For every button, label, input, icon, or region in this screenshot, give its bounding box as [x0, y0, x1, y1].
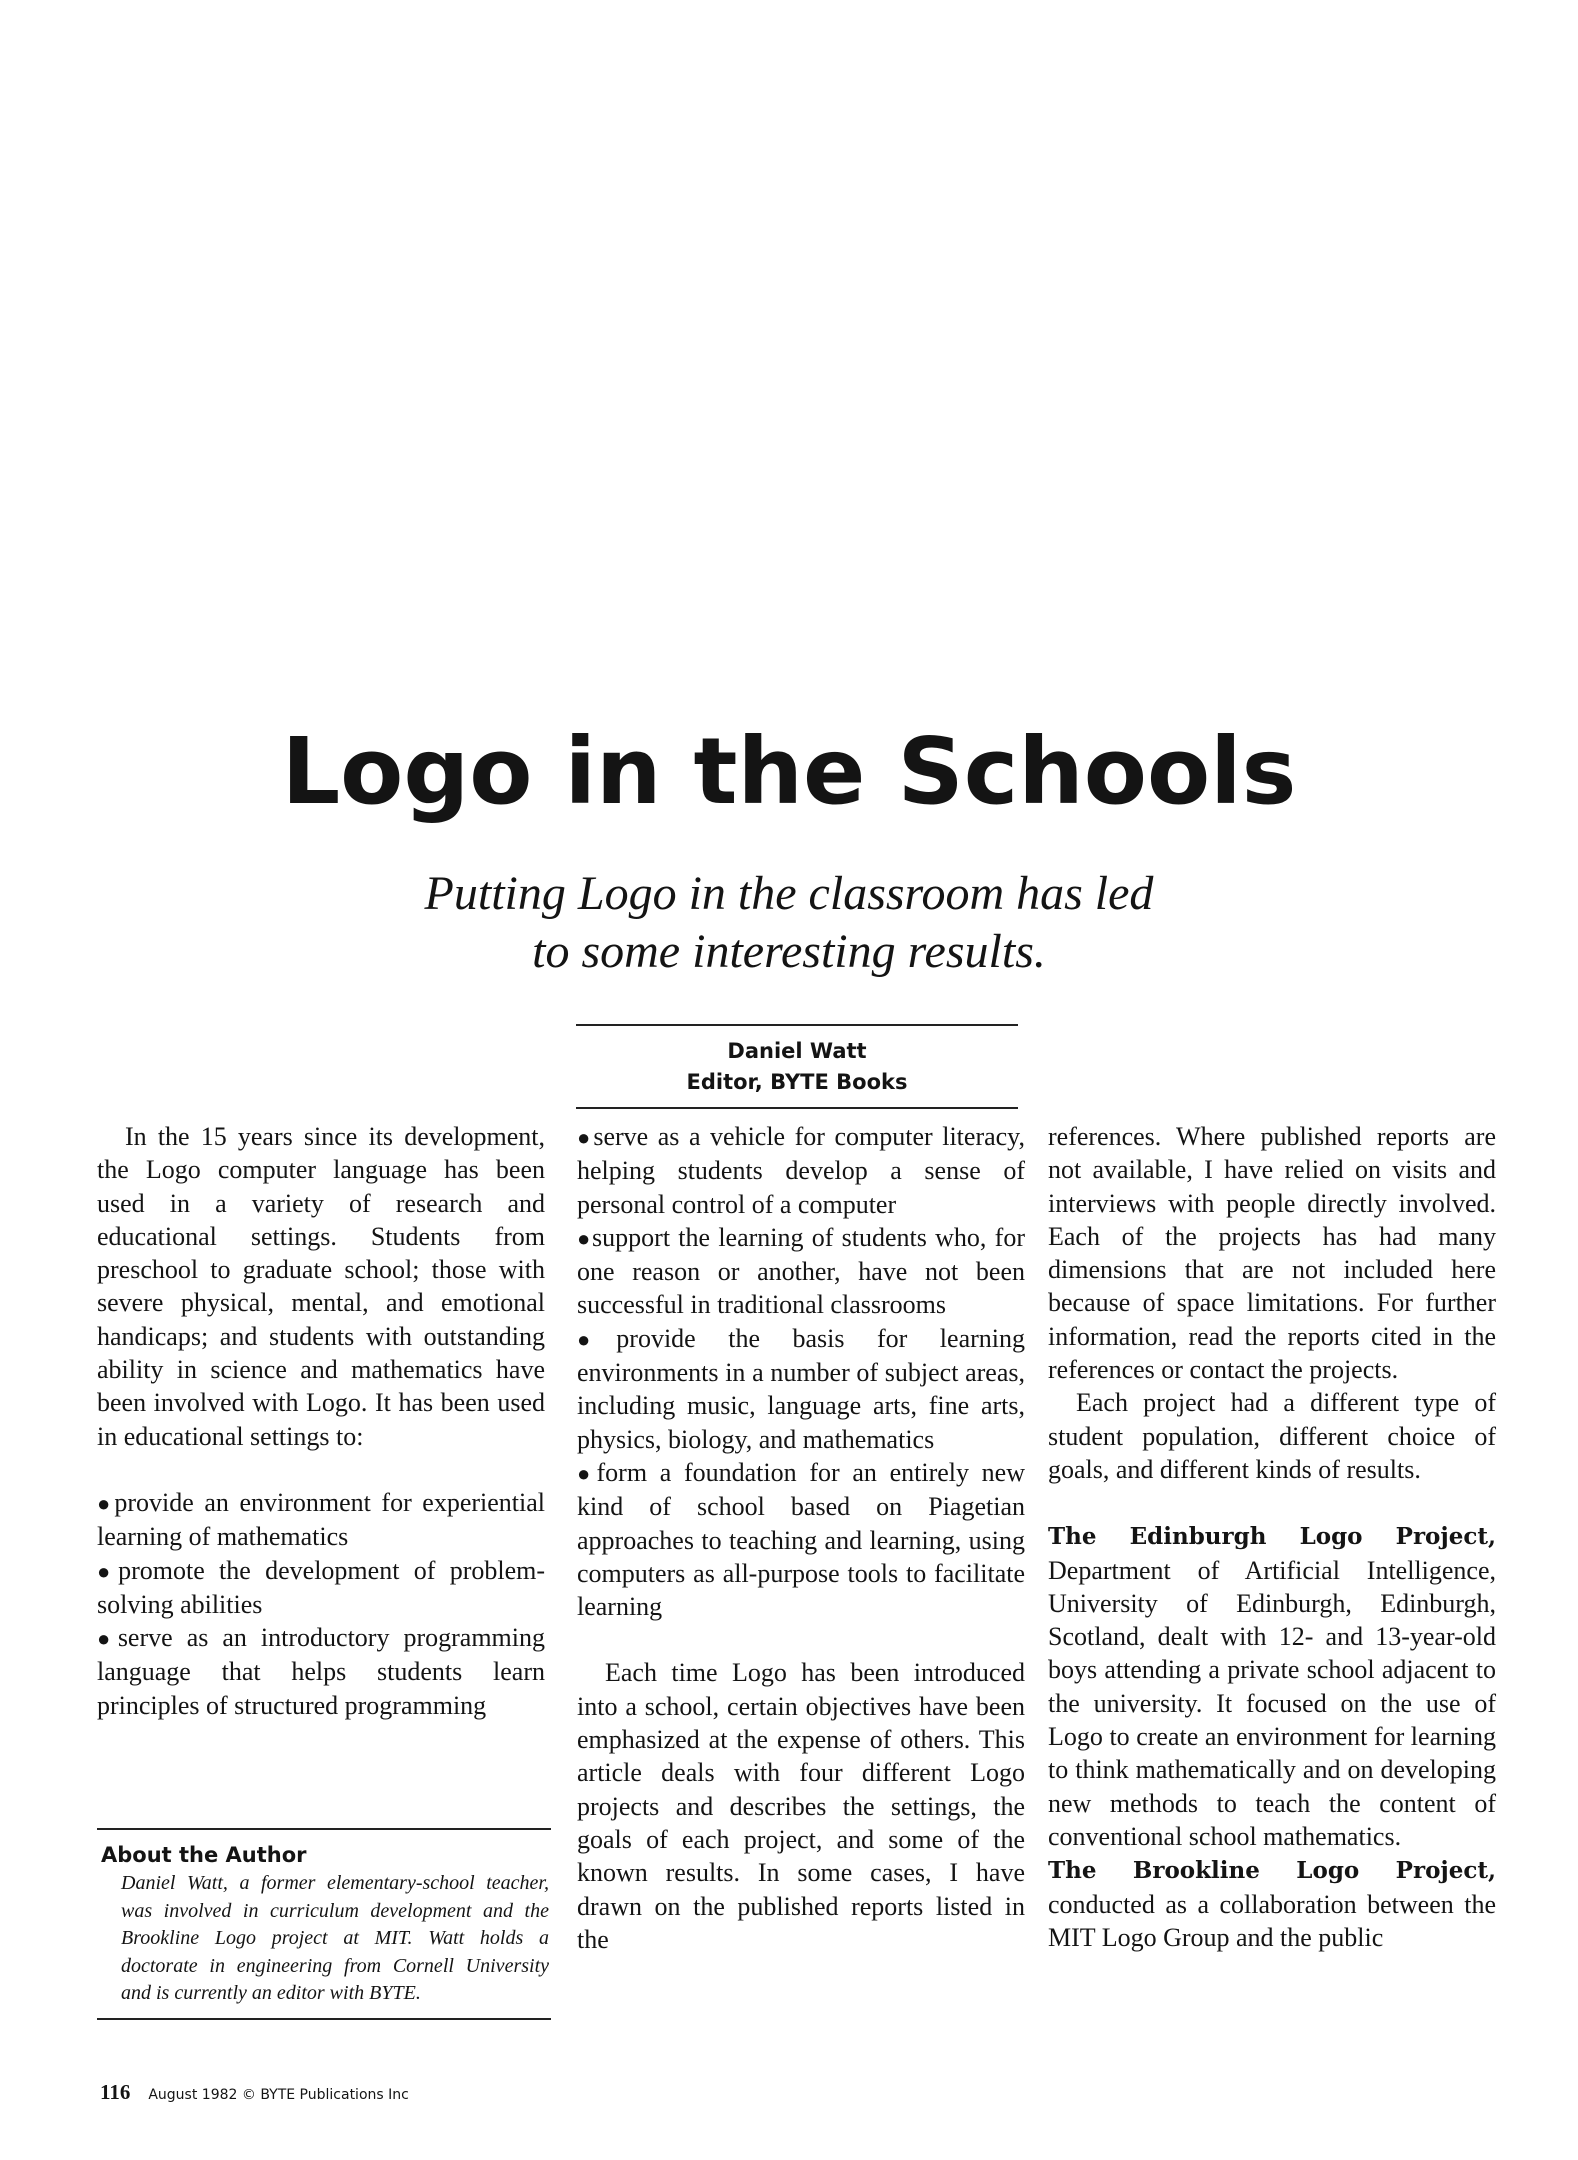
bullet-icon: ●: [577, 1225, 593, 1251]
list-item: [97, 1554, 545, 1622]
column-2: [577, 1120, 1025, 1956]
page-footer: [100, 2080, 409, 2107]
author-role: Editor, BYTE Books: [686, 1070, 908, 1094]
article-subtitle: [0, 865, 1578, 981]
column-3: [1048, 1120, 1496, 1954]
list-item-text: form a foundation for an entirely new kind of school based on Piagetian approaches to teaching and learning, using computers as all-purpose tools to facilitate learning: [577, 1457, 1025, 1622]
list-item-text: serve as a vehicle for computer literacy, helping students develop a sense of personal control of a computer: [577, 1122, 1025, 1219]
byline: [576, 1024, 1018, 1109]
bullet-icon: ●: [97, 1558, 119, 1584]
intro-paragraph: In the 15 years since its development, the Logo computer language has been used in a variety of research and educational settings. Students from preschool to graduate school; those with severe physical, mental, and emotional handicaps; and students with outstanding ability in science and mathematics have been involved with Logo. It has been used in educational settings to:: [97, 1122, 545, 1451]
list-item-text: promote the development of problem-solving abilities: [97, 1555, 545, 1619]
list-item: [577, 1456, 1025, 1623]
project-paragraph-edinburgh: [1048, 1519, 1496, 1853]
subtitle-line: to some interesting results.: [532, 925, 1046, 978]
list-item: [97, 1486, 545, 1554]
bullet-icon: ●: [577, 1460, 597, 1486]
project-paragraph-brookline: [1048, 1853, 1496, 1954]
page-number: 116: [100, 2080, 131, 2104]
project-text: conducted as a collaboration between the MIT Logo Group and the public: [1048, 1889, 1496, 1952]
about-author-box: [97, 1828, 551, 2020]
author-name: Daniel Watt: [727, 1039, 867, 1063]
article-title: Logo in the Schools: [281, 718, 1297, 825]
bullet-icon: ●: [577, 1326, 617, 1352]
list-item: [577, 1221, 1025, 1322]
project-text: Department of Artificial Intelligence, University of Edinburgh, Edinburgh, Scotland, dealt with 12- and 13-year-old boys attending a private school adjacent to the university. It focused on the use of Logo to create an environment for learning to think mathematically and on developing new methods to teach the content of conventional school mathematics.: [1048, 1555, 1496, 1851]
list-item: [577, 1120, 1025, 1221]
subtitle-line: Putting Logo in the classroom has led: [424, 867, 1154, 920]
list-item-text: support the learning of students who, for one reason or another, have not been successful in traditional classrooms: [577, 1222, 1025, 1320]
body-paragraph: Each project had a different type of student population, different choice of goals, and different kinds of results.: [1048, 1388, 1496, 1484]
bullet-icon: ●: [577, 1125, 594, 1150]
footer-credit: August 1982 © BYTE Publications Inc: [148, 2087, 409, 2103]
column-1: [97, 1120, 545, 1722]
list-item: [97, 1621, 545, 1722]
project-heading: The Brookline Logo Project,: [1048, 1857, 1496, 1885]
bullet-icon: ●: [97, 1626, 118, 1652]
about-author-heading: About the Author: [101, 1843, 307, 1867]
list-item-text: serve as an introductory programming language that helps students learn principles of structured programming: [97, 1623, 545, 1720]
list-item-text: provide an environment for experiential learning of mathematics: [97, 1487, 545, 1552]
bullet-icon: ●: [97, 1490, 115, 1516]
project-heading: The Edinburgh Logo Project,: [1048, 1523, 1496, 1551]
body-paragraph: references. Where published reports are not available, I have relied on visits and interviews with people directly involved. Each of the projects has had many dimensions that are not included here because of space limitations. For further information, read the reports cited in the references or contact the projects.: [1048, 1122, 1496, 1385]
about-author-body: Daniel Watt, a former elementary-school teacher, was involved in curriculum development and the Brookline Logo project at MIT. Watt holds a doctorate in engineering from Cornell University and is currently an editor with BYTE.: [121, 1872, 549, 2004]
list-item: [577, 1322, 1025, 1456]
body-paragraph: Each time Logo has been introduced into a school, certain objectives have been emphasized at the expense of others. This article deals with four different Logo projects and describes the settings, the goals of each project, and some of the known results. In some cases, I have drawn on the published reports listed in the: [577, 1658, 1025, 1954]
list-item-text: provide the basis for learning environments in a number of subject areas, including music, language arts, fine arts, physics, biology, and mathematics: [577, 1323, 1025, 1454]
